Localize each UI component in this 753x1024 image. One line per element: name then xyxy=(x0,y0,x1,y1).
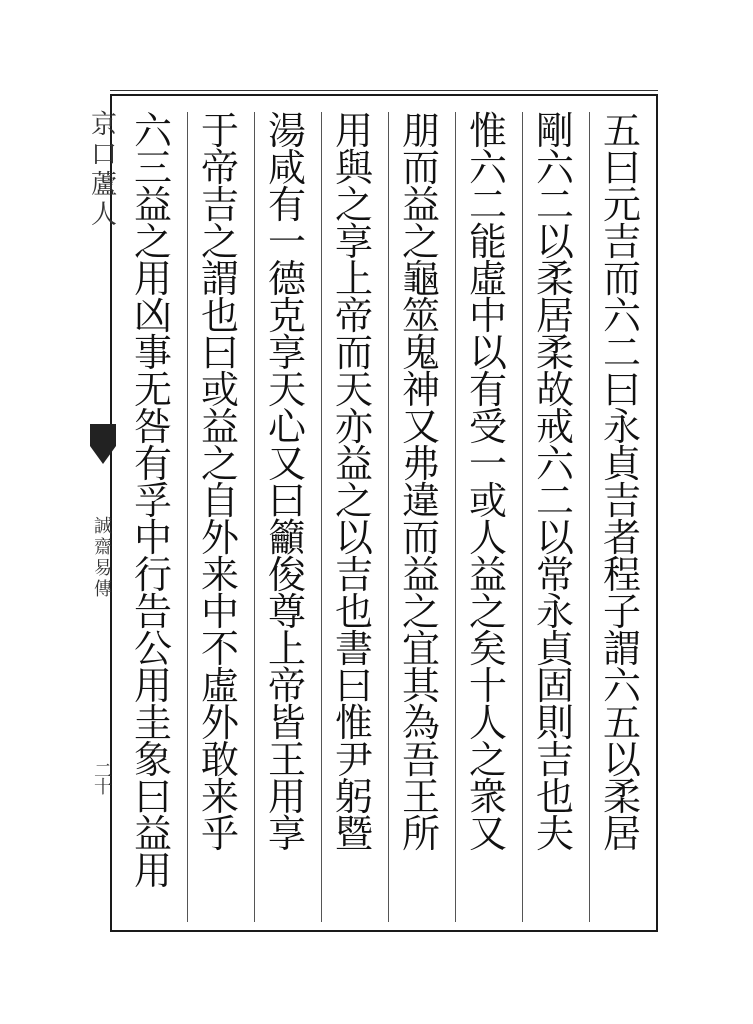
character: 能 xyxy=(468,220,507,264)
character: 行 xyxy=(133,553,172,597)
character: 或 xyxy=(468,479,507,523)
character: 六 xyxy=(535,146,574,190)
character: 克 xyxy=(267,294,306,338)
character: 貞 xyxy=(535,627,574,671)
character: 曰 xyxy=(133,775,172,819)
character: 者 xyxy=(602,516,641,560)
character: 籲 xyxy=(267,516,306,560)
character: 之 xyxy=(334,479,373,523)
character: 于 xyxy=(200,109,239,153)
character: 筮 xyxy=(401,294,440,338)
character: 益 xyxy=(401,183,440,227)
character: 上 xyxy=(334,257,373,301)
character: 用 xyxy=(133,849,172,893)
character: 二 xyxy=(468,183,507,227)
character: 虛 xyxy=(200,664,239,708)
character: 固 xyxy=(535,664,574,708)
character: 也 xyxy=(334,590,373,634)
character: 中 xyxy=(133,516,172,560)
character: 虛 xyxy=(468,257,507,301)
character: 違 xyxy=(401,479,440,523)
character: 矣 xyxy=(468,627,507,671)
character: 永 xyxy=(535,590,574,634)
character: 暨 xyxy=(334,812,373,856)
character: 一 xyxy=(267,220,306,264)
character: 益 xyxy=(334,442,373,486)
character: 亦 xyxy=(334,405,373,449)
page-number-char: 二 xyxy=(94,761,112,782)
character: 来 xyxy=(200,553,239,597)
character: 其 xyxy=(401,664,440,708)
character: 也 xyxy=(200,294,239,338)
character: 戒 xyxy=(535,405,574,449)
title-char: 傳 xyxy=(94,579,112,600)
character: 益 xyxy=(133,812,172,856)
character: 帝 xyxy=(200,146,239,190)
spine-char: 人 xyxy=(90,200,117,230)
character: 有 xyxy=(468,368,507,412)
character: 事 xyxy=(133,331,172,375)
character: 居 xyxy=(535,294,574,338)
title-char: 齋 xyxy=(94,537,112,558)
character: 二 xyxy=(535,183,574,227)
character: 元 xyxy=(602,183,641,227)
character: 以 xyxy=(468,331,507,375)
character: 二 xyxy=(602,331,641,375)
character: 而 xyxy=(602,257,641,301)
character: 俊 xyxy=(267,553,306,597)
character: 上 xyxy=(267,627,306,671)
character: 之 xyxy=(401,590,440,634)
margin-spine xyxy=(90,96,118,932)
character: 享 xyxy=(267,812,306,856)
character: 與 xyxy=(334,146,373,190)
character: 程 xyxy=(602,553,641,597)
character: 益 xyxy=(133,183,172,227)
page-number xyxy=(92,761,114,798)
character: 吉 xyxy=(334,553,373,597)
character: 曰 xyxy=(334,664,373,708)
character: 柔 xyxy=(602,775,641,819)
character: 神 xyxy=(401,368,440,412)
character: 朋 xyxy=(401,109,440,153)
character: 柔 xyxy=(535,331,574,375)
column-rule xyxy=(254,112,255,922)
column-rule xyxy=(455,112,456,922)
character: 故 xyxy=(535,368,574,412)
character: 以 xyxy=(535,220,574,264)
character: 而 xyxy=(401,146,440,190)
character: 常 xyxy=(535,553,574,597)
character: 六 xyxy=(602,294,641,338)
character: 天 xyxy=(334,368,373,412)
column-rule xyxy=(321,112,322,922)
character: 中 xyxy=(468,294,507,338)
character: 无 xyxy=(133,368,172,412)
title-char: 誠 xyxy=(94,516,112,537)
title-char: 易 xyxy=(94,558,112,579)
character: 三 xyxy=(133,146,172,190)
character: 圭 xyxy=(133,701,172,745)
text-column-3 xyxy=(457,109,519,924)
text-column-7 xyxy=(189,109,251,924)
character: 一 xyxy=(468,442,507,486)
character: 之 xyxy=(133,220,172,264)
character: 吉 xyxy=(602,479,641,523)
character: 外 xyxy=(200,701,239,745)
text-column-5 xyxy=(323,109,385,924)
character: 又 xyxy=(267,442,306,486)
character: 中 xyxy=(200,590,239,634)
spine-char: 蘆 xyxy=(90,170,117,200)
character: 享 xyxy=(334,220,373,264)
character: 吉 xyxy=(200,183,239,227)
character: 也 xyxy=(535,775,574,819)
character: 来 xyxy=(200,775,239,819)
character: 柔 xyxy=(535,257,574,301)
character: 則 xyxy=(535,701,574,745)
top-border-line xyxy=(110,90,658,91)
character: 而 xyxy=(401,516,440,560)
character: 凶 xyxy=(133,294,172,338)
character: 天 xyxy=(267,368,306,412)
character: 曰 xyxy=(602,146,641,190)
character: 心 xyxy=(267,405,306,449)
column-rule xyxy=(388,112,389,922)
character: 用 xyxy=(133,257,172,301)
character: 永 xyxy=(602,405,641,449)
character: 六 xyxy=(535,442,574,486)
character: 謂 xyxy=(602,627,641,671)
character: 敢 xyxy=(200,738,239,782)
character: 惟 xyxy=(468,109,507,153)
character: 益 xyxy=(468,553,507,597)
character: 之 xyxy=(200,220,239,264)
character: 咎 xyxy=(133,405,172,449)
character: 居 xyxy=(602,812,641,856)
character: 五 xyxy=(602,701,641,745)
column-rule xyxy=(187,112,188,922)
character: 益 xyxy=(401,553,440,597)
page-number-char: 十 xyxy=(94,777,112,798)
character: 湯 xyxy=(267,109,306,153)
character: 弗 xyxy=(401,442,440,486)
character: 二 xyxy=(535,479,574,523)
character: 受 xyxy=(468,405,507,449)
character: 人 xyxy=(468,516,507,560)
book-title xyxy=(92,516,114,600)
character: 之 xyxy=(200,442,239,486)
text-column-8 xyxy=(122,109,184,924)
character: 以 xyxy=(535,516,574,560)
character: 帝 xyxy=(267,664,306,708)
character: 六 xyxy=(133,109,172,153)
character: 夫 xyxy=(535,812,574,856)
character: 吾 xyxy=(401,738,440,782)
character: 又 xyxy=(468,812,507,856)
character: 用 xyxy=(133,664,172,708)
character: 五 xyxy=(602,109,641,153)
character: 咸 xyxy=(267,146,306,190)
character: 不 xyxy=(200,627,239,671)
character: 有 xyxy=(267,183,306,227)
character: 六 xyxy=(468,146,507,190)
character: 以 xyxy=(334,516,373,560)
character: 皆 xyxy=(267,701,306,745)
character: 外 xyxy=(200,516,239,560)
character: 王 xyxy=(401,775,440,819)
character: 自 xyxy=(200,479,239,523)
character: 曰 xyxy=(602,368,641,412)
character: 以 xyxy=(602,738,641,782)
text-column-2 xyxy=(524,109,586,924)
character: 之 xyxy=(334,183,373,227)
spine-char: 京 xyxy=(90,110,117,140)
character: 吉 xyxy=(602,220,641,264)
character: 謂 xyxy=(200,257,239,301)
character: 衆 xyxy=(468,775,507,819)
character: 六 xyxy=(602,664,641,708)
character: 惟 xyxy=(334,701,373,745)
character: 公 xyxy=(133,627,172,671)
character: 告 xyxy=(133,590,172,634)
character: 益 xyxy=(200,405,239,449)
character: 躬 xyxy=(334,775,373,819)
character: 子 xyxy=(602,590,641,634)
character: 曰 xyxy=(267,479,306,523)
character: 享 xyxy=(267,331,306,375)
spine-char: 口 xyxy=(90,140,117,170)
character: 剛 xyxy=(535,109,574,153)
fish-tail-mark-icon xyxy=(90,424,116,464)
character: 象 xyxy=(133,738,172,782)
text-column-6 xyxy=(256,109,318,924)
character: 帝 xyxy=(334,294,373,338)
character: 之 xyxy=(401,220,440,264)
character: 貞 xyxy=(602,442,641,486)
character: 孚 xyxy=(133,479,172,523)
character: 龜 xyxy=(401,257,440,301)
character: 之 xyxy=(468,738,507,782)
character: 有 xyxy=(133,442,172,486)
character: 宜 xyxy=(401,627,440,671)
column-rule xyxy=(589,112,590,922)
character: 而 xyxy=(334,331,373,375)
character: 或 xyxy=(200,368,239,412)
character: 王 xyxy=(267,738,306,782)
character: 十 xyxy=(468,664,507,708)
character: 用 xyxy=(334,109,373,153)
character: 書 xyxy=(334,627,373,671)
character: 尹 xyxy=(334,738,373,782)
character: 又 xyxy=(401,405,440,449)
character: 曰 xyxy=(200,331,239,375)
character: 尊 xyxy=(267,590,306,634)
character: 吉 xyxy=(535,738,574,782)
spine-title xyxy=(90,110,118,230)
character: 所 xyxy=(401,812,440,856)
character: 乎 xyxy=(200,812,239,856)
character: 之 xyxy=(468,590,507,634)
text-column-4 xyxy=(390,109,452,924)
text-column-1 xyxy=(591,109,653,924)
character: 鬼 xyxy=(401,331,440,375)
character: 用 xyxy=(267,775,306,819)
character: 人 xyxy=(468,701,507,745)
character: 德 xyxy=(267,257,306,301)
column-rule xyxy=(522,112,523,922)
character: 為 xyxy=(401,701,440,745)
